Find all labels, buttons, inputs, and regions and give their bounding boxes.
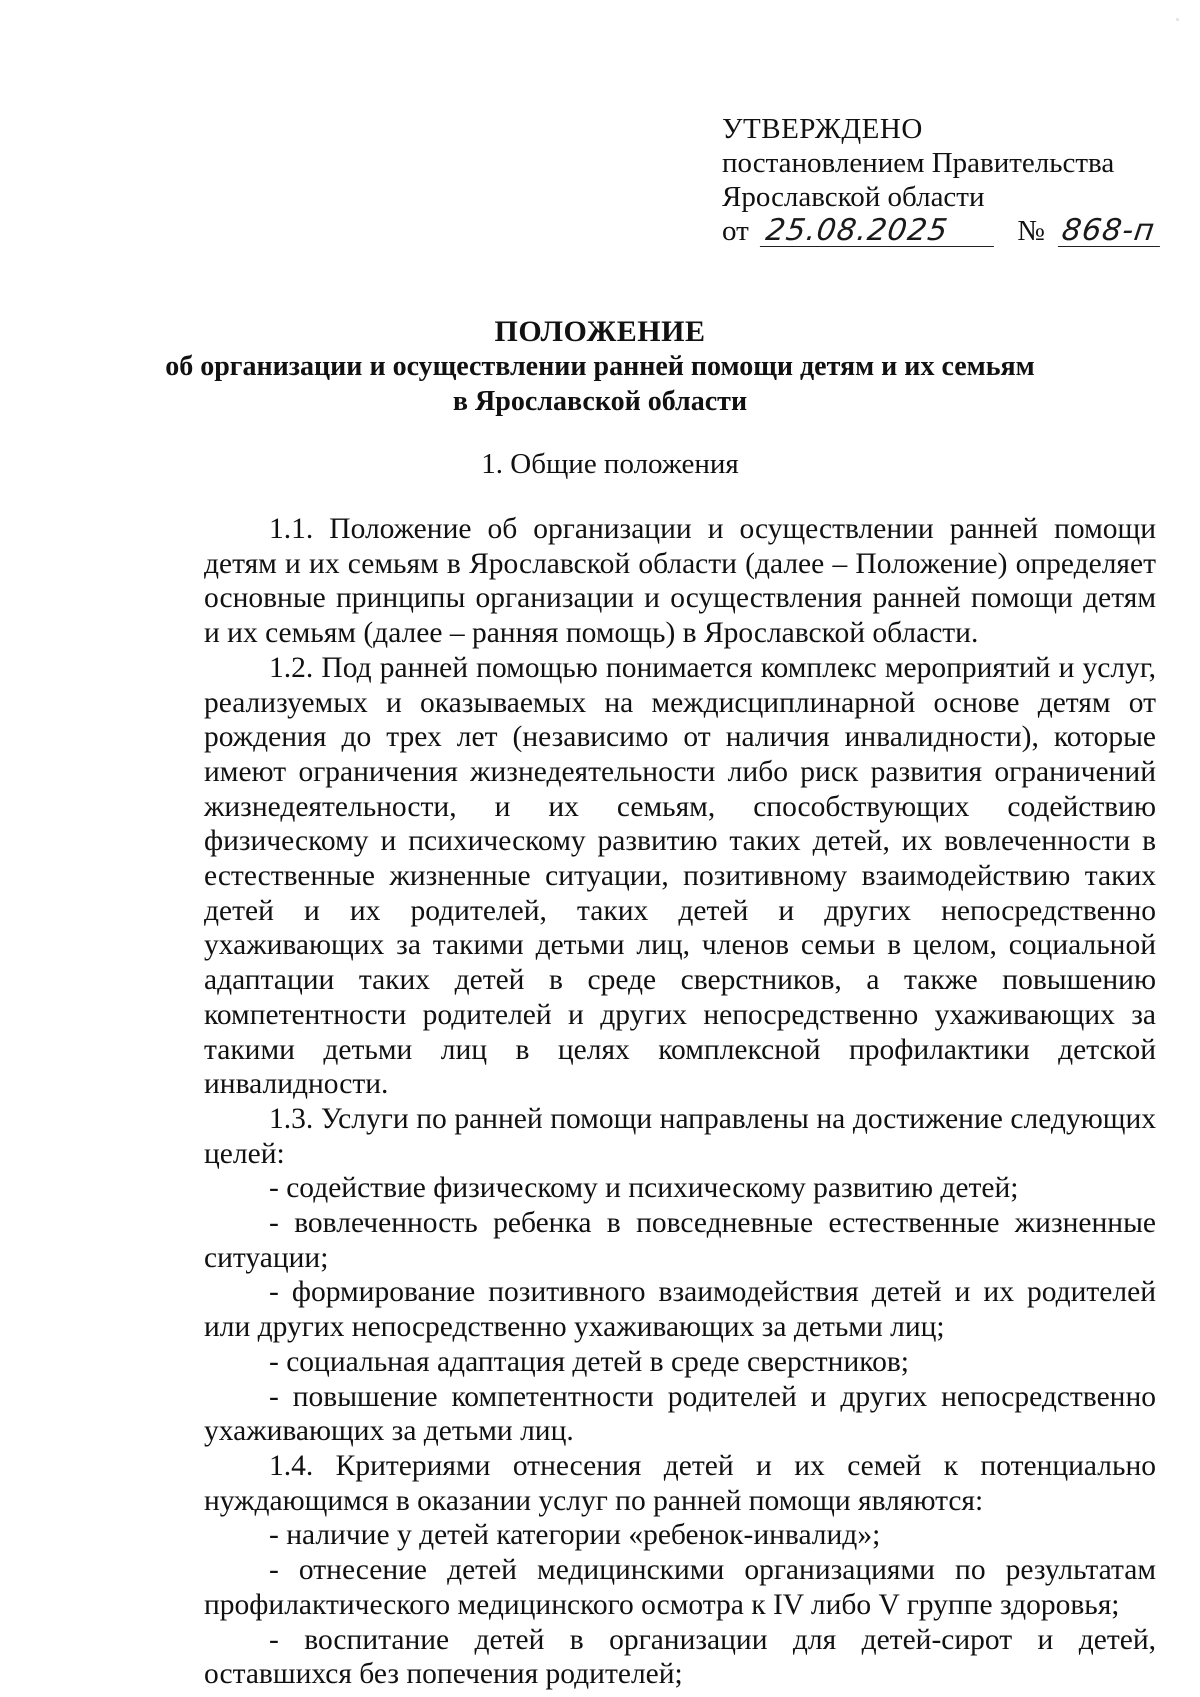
document-body <box>204 512 1156 1692</box>
list-item: - содействие физическому и психическому развитию детей; <box>269 1172 1019 1205</box>
list-item: - повышение компетентности родителей и других непосредственно ухаживающих за детьми лиц. <box>204 1380 1156 1448</box>
scan-speck <box>1176 18 1179 21</box>
document-subtitle-line-2: в Ярославской области <box>452 386 748 417</box>
number-label: № <box>1017 215 1045 247</box>
list-item: - отнесение детей медицинскими организациями по результатам профилактического медицинского осмотра к IV либо V группе здоровья; <box>204 1554 1156 1621</box>
approval-line-2: Ярославской области <box>722 181 985 213</box>
approval-title: УТВЕРЖДЕНО <box>722 113 923 145</box>
document-subtitle-line-1: об организации и осуществлении ранней помощи детям и их семьям <box>165 351 1035 382</box>
paragraph-1-1: 1.1. Положение об организации и осуществлении ранней помощи детям и их семьям в Ярославской области (далее – Положение) определяет основные принципы организации и осуществления ранней помощи детям и их семьям (далее – ранняя помощь) в Ярославской области. <box>204 513 1156 650</box>
handwritten-date: 25.08.2025 <box>760 216 998 247</box>
list-item: - формирование позитивного взаимодействия детей и их родителей или других непосредственно ухаживающих за детьми лиц; <box>204 1276 1156 1344</box>
list-item: - воспитание детей в организации для детей-сирот и детей, оставшихся без попечения родителей; <box>204 1623 1156 1691</box>
handwritten-number: 868-п <box>1058 216 1164 247</box>
list-item: - наличие у детей категории «ребенок-инвалид»; <box>269 1519 881 1552</box>
paragraph-1-2: 1.2. Под ранней помощью понимается комплекс мероприятий и услуг, реализуемых и оказываемых на междисциплинарной основе детям от рождения до трех лет (независимо от наличия инвалидности), которые имеют ограничения жизнедеятельности либо риск развития ограничений жизнедеятельности, и их семьям, способствующих содействию физическому и психическому развитию таких детей, их вовлеченности в естественные жизненные ситуации, позитивному взаимодействию таких детей и их родителей, таких детей и других непосредственно ухаживающих за такими детьми лиц, членов семьи в целом, социальной адаптации таких детей в среде сверстников, а также повышению компетентности родителей и других непосредственно ухаживающих за такими детьми лиц в целях комплексной профилактики детской инвалидности. <box>204 651 1156 1101</box>
document-title: ПОЛОЖЕНИЕ <box>494 315 706 348</box>
section-title: 1. Общие положения <box>481 448 739 480</box>
paragraph-1-4: 1.4. Критериями отнесения детей и их семей к потенциально нуждающимся в оказании услуг по ранней помощи являются: <box>204 1449 1156 1517</box>
approval-block <box>722 112 1162 248</box>
list-item: - вовлеченность ребенка в повседневные естественные жизненные ситуации; <box>204 1207 1156 1274</box>
approval-line-1: постановлением Правительства <box>722 147 1115 179</box>
from-label: от <box>722 215 749 247</box>
list-item: - социальная адаптация детей в среде сверстников; <box>269 1345 909 1378</box>
approval-date-number-row <box>722 214 1162 248</box>
paragraph-1-3: 1.3. Услуги по ранней помощи направлены на достижение следующих целей: <box>204 1102 1156 1170</box>
